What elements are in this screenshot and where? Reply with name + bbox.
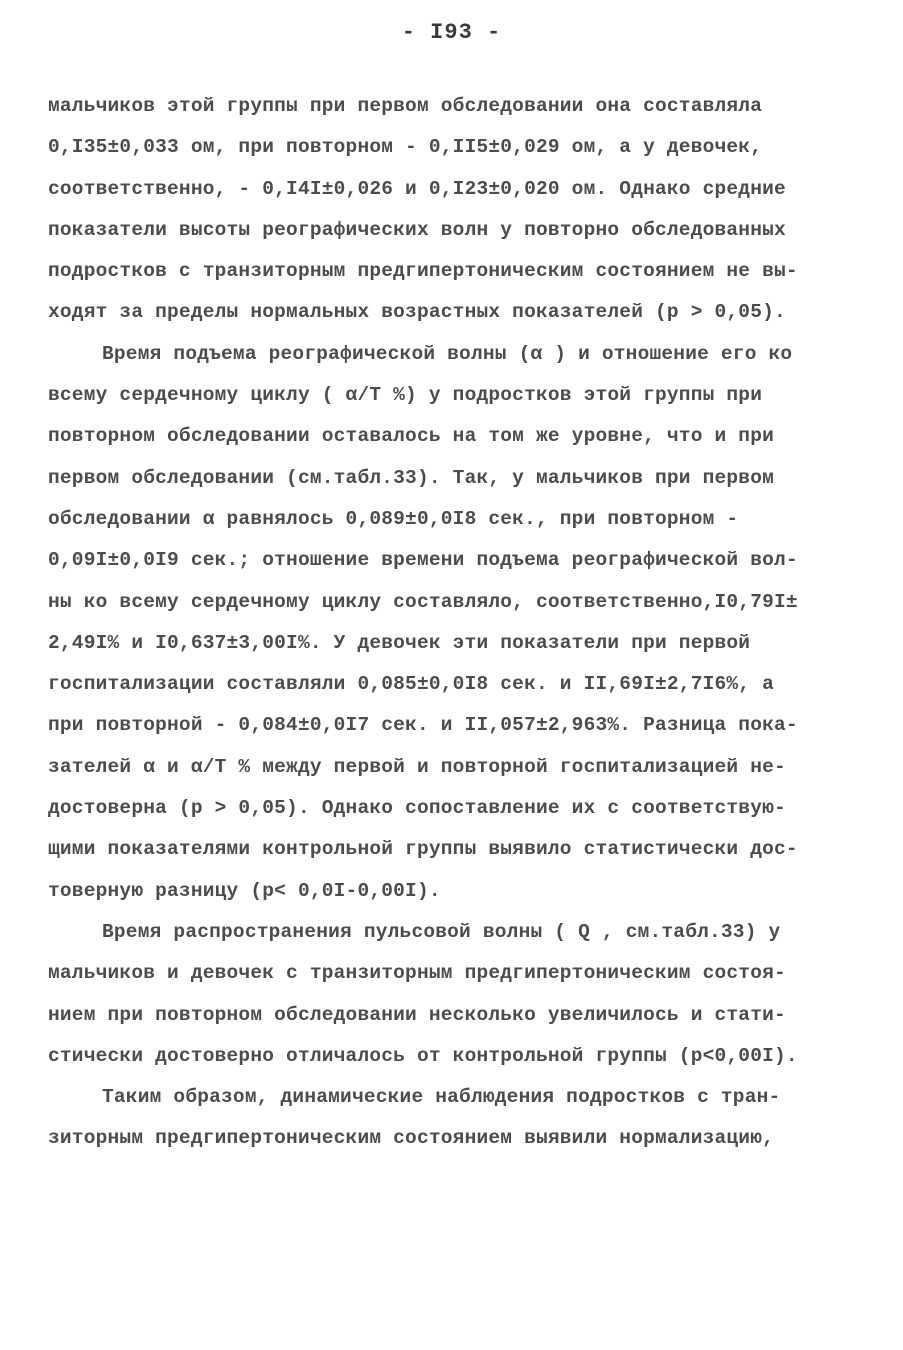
text-line: мальчиков и девочек с транзиторным предгипертоническим состоя- xyxy=(48,962,786,985)
text-line: Время подъема реографической волны (α ) и отношение его ко xyxy=(102,342,793,365)
text-line: 0,09I±0,0I9 сек.; отношение времени подъема реографической вол- xyxy=(48,549,798,572)
text-line: всему сердечному циклу ( α/T %) у подростков этой группы при xyxy=(48,384,763,407)
text-line: Время распространения пульсовой волны ( Q , см.табл.33) у xyxy=(102,920,781,943)
text-line: стически достоверно отличалось от контрольной группы (р<0,00I). xyxy=(48,1044,798,1067)
paragraph-4 xyxy=(48,1077,848,1160)
text-line: при повторной - 0,084±0,0I7 сек. и II,057±2,963%. Разница пока- xyxy=(48,714,798,737)
text-line: достоверна (р > 0,05). Однако сопоставление их с соответствую- xyxy=(48,797,786,820)
text-line: Таким образом, динамические наблюдения подростков с тран- xyxy=(102,1086,781,1109)
text-line: госпитализации составляли 0,085±0,0I8 сек. и II,69I±2,7I6%, а xyxy=(48,673,775,696)
page-number: - I93 - xyxy=(401,20,502,45)
text-line: зателей α и α/T % между первой и повторной госпитализацией не- xyxy=(48,755,786,778)
text-line: зиторным предгипертоническим состоянием выявили нормализацию, xyxy=(48,1127,775,1150)
text-line: 2,49I% и I0,637±3,00I%. У девочек эти показатели при первой xyxy=(48,631,751,654)
paragraph-3 xyxy=(48,912,848,1077)
paragraph-2 xyxy=(48,334,848,912)
text-line: повторном обследовании оставалось на том же уровне, что и при xyxy=(48,425,775,448)
text-line: щими показателями контрольной группы выявило статистически дос- xyxy=(48,838,798,861)
text-line: товерную разницу (р< 0,0I-0,00I). xyxy=(48,879,441,902)
text-line: показатели высоты реографических волн у повторно обследованных xyxy=(48,218,786,241)
text-line: ны ко всему сердечному циклу составляло, соответственно,I0,79I± xyxy=(48,590,798,613)
text-line: мальчиков этой группы при первом обследовании она составляла xyxy=(48,95,763,117)
text-line: нием при повторном обследовании несколько увеличилось и стати- xyxy=(48,1003,786,1026)
text-line: подростков с транзиторным предгипертоническим состоянием не вы- xyxy=(48,260,798,283)
text-line: соответственно, - 0,I4I±0,026 и 0,I23±0,020 ом. Однако средние xyxy=(48,177,786,200)
paragraph-1 xyxy=(48,86,848,334)
text-line: ходят за пределы нормальных возрастных показателей (р > 0,05). xyxy=(48,301,786,324)
text-line: первом обследовании (см.табл.33). Так, у мальчиков при первом xyxy=(48,466,775,489)
text-line: обследовании α равнялось 0,089±0,0I8 сек., при повторном - xyxy=(48,507,739,530)
body-text xyxy=(48,86,848,1160)
text-line: 0,I35±0,033 ом, при повторном - 0,II5±0,029 ом, а у девочек, xyxy=(48,136,763,159)
